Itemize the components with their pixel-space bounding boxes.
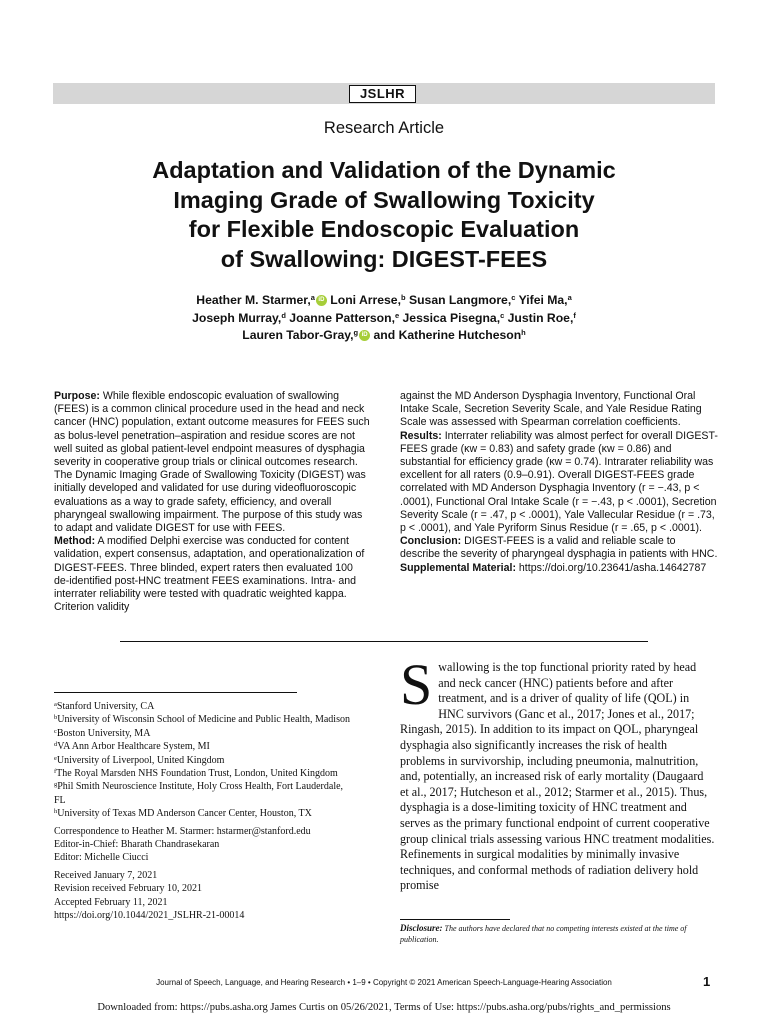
- abstract-conclusion: [400, 535, 718, 561]
- page-footer: Journal of Speech, Language, and Hearing Research • 1–9 • Copyright © 2021 American Speech-Language-Hearing Association: [156, 978, 612, 987]
- affiliation-marker: g: [54, 781, 58, 789]
- abstract-left-column: [54, 390, 370, 614]
- affiliation-marker: f: [573, 310, 576, 320]
- orcid-icon[interactable]: iD: [359, 330, 370, 341]
- affiliation-text: University of Wisconsin School of Medicine and Public Health, Madison: [57, 714, 350, 726]
- affiliation-marker: e: [394, 310, 400, 320]
- affiliation-text: The Royal Marsden NHS Foundation Trust, London, United Kingdom: [56, 768, 338, 780]
- title-line: of Swallowing: DIGEST-FEES: [220, 245, 548, 272]
- affiliation-marker: b: [54, 714, 58, 722]
- affiliation-marker: h: [54, 808, 58, 816]
- affiliation-marker: a: [54, 701, 57, 708]
- correspondence: Correspondence to Heather M. Starmer: hstarmer@stanford.edu: [54, 825, 311, 837]
- author-name: Justin Roe,: [504, 310, 574, 325]
- section-label: Results:: [400, 429, 442, 442]
- received-date: Received January 7, 2021: [54, 869, 158, 881]
- affiliation: [54, 767, 354, 780]
- title-line: for Flexible Endoscopic Evaluation: [188, 216, 580, 242]
- paragraph-text: wallowing is the top functional priority rated by head and neck cancer (HNC) patients before and after treatment, and is a driver of quality of life (QOL) in HNC survivors (Ganc et al., 2017; Jones et al., 2017; Ringash, 2015). In addition to its impact on QOL, pharyngeal dysphagia also significantly increases the risk of health problems in survivorship, including pneumonia, malnutrition, and, potentially, an increased risk of early mortality (Daugaard et al., 2017; Hutcheson et al., 2012; Starmer et al., 2015). Thus, dysphagia is a dose-limiting toxicity of HNC treatment and serves as the primary functional endpoint of current cooperative group clinical trials assessing various HNC treatment modalities. Refinements in surgical modalities by minimally invasive techniques, and conformal methods of radiation delivery hold promise: [400, 660, 715, 893]
- author-name: and Katherine Hutcheson: [370, 328, 522, 342]
- affiliation-marker: d: [54, 741, 58, 749]
- section-text: While flexible endoscopic evaluation of swallowing (FEES) is a common clinical procedure used in the head and neck cancer (HNC) population, extant outcome measures for FEES such as bolus-level penetration–aspiration and residue scores are not well suited as global patient-level endpoint measures of dysphagia severity in cooperative group trials or clinical outcomes research. The Dynamic Imaging Grade of Swallowing Toxicity (DIGEST) was initially developed and validated for use during videofluoroscopic evaluations as a way to grade safety, efficiency, and overall pharyngeal swallowing impairment. The purpose of this study was to adapt and validate DIGEST for use with FEES.: [54, 390, 370, 535]
- article-title: [60, 156, 708, 274]
- page-number: 1: [703, 974, 711, 989]
- footnotes: [54, 700, 354, 923]
- section-label: Method:: [54, 535, 96, 548]
- abstract-purpose: [54, 390, 370, 535]
- journal-logo: JSLHR: [349, 85, 416, 103]
- affiliation-text: University of Liverpool, United Kingdom: [56, 754, 225, 766]
- title-line: Imaging Grade of Swallowing Toxicity: [173, 186, 595, 213]
- author-name: Lauren Tabor-Gray,: [242, 328, 354, 342]
- author-name: Loni Arrese,: [326, 293, 401, 307]
- section-text: DIGEST-FEES is a valid and reliable scale to describe the severity of pharyngeal dysphagia in patients with HNC.: [400, 535, 718, 561]
- orcid-icon[interactable]: iD: [316, 295, 327, 306]
- author-name: Yifei Ma,: [515, 293, 568, 307]
- author-list: [100, 292, 668, 345]
- abstract-method-continued: against the MD Anderson Dysphagia Inventory, Functional Oral Intake Scale, Secretion Severity Scale, and Yale Residue Rating Scale was assessed with Spearman correlation coefficients.: [400, 390, 702, 429]
- affiliation-marker: e: [54, 754, 57, 762]
- affiliation-marker: c: [54, 727, 57, 735]
- affiliation: [54, 740, 354, 753]
- drop-cap: S: [400, 652, 433, 717]
- revision-date: Revision received February 10, 2021: [54, 883, 203, 895]
- affiliation-marker: d: [281, 310, 286, 320]
- affiliation-marker: g: [353, 328, 359, 337]
- affiliation-marker: c: [511, 293, 516, 302]
- author-name: Susan Langmore,: [405, 293, 512, 307]
- author-name: Heather M. Starmer,: [196, 293, 311, 307]
- title-line: Adaptation and Validation of the Dynamic: [152, 157, 616, 183]
- footnote-divider: [54, 692, 297, 693]
- affiliation-text: Boston University, MA: [56, 727, 151, 739]
- doi-link[interactable]: https://doi.org/10.1044/2021_JSLHR-21-00014: [54, 910, 245, 922]
- section-label: Supplemental Material:: [400, 561, 516, 574]
- disclosure: [400, 923, 718, 945]
- section-label: Conclusion:: [400, 535, 462, 548]
- intro-paragraph: [400, 652, 715, 894]
- editor-in-chief: Editor-in-Chief: Bharath Chandrasekaran: [54, 839, 220, 851]
- editor: Editor: Michelle Ciucci: [54, 852, 149, 864]
- disclosure-label: Disclosure:: [400, 923, 443, 933]
- affiliation: [54, 807, 354, 820]
- affiliation-marker: a: [567, 293, 572, 302]
- section-label: Purpose:: [54, 390, 100, 402]
- affiliation: [54, 700, 354, 713]
- affiliation-marker: f: [54, 768, 57, 776]
- affiliation-marker: a: [310, 293, 315, 302]
- abstract-results: [400, 430, 718, 536]
- affiliation-text: Phil Smith Neuroscience Institute, Holy Cross Health, Fort Lauderdale, FL: [54, 781, 344, 806]
- disclosure-divider: [400, 919, 510, 920]
- affiliation-text: Stanford University, CA: [56, 701, 155, 712]
- affiliation: [54, 780, 354, 807]
- affiliation-marker: b: [400, 293, 406, 302]
- article-type: Research Article: [323, 119, 445, 137]
- download-notice: Downloaded from: https://pubs.asha.org James Curtis on 05/26/2021, Terms of Use: https://pubs.asha.org/pubs/rights_and_permissions: [97, 1002, 671, 1013]
- abstract-method: [54, 535, 370, 614]
- accepted-date: Accepted February 11, 2021: [54, 896, 168, 908]
- affiliation-marker: c: [500, 310, 505, 320]
- affiliation: [54, 713, 354, 726]
- abstract-right-column: [400, 390, 718, 575]
- body-text: [400, 652, 715, 894]
- disclosure-text: The authors have declared that no competing interests existed at the time of publication.: [400, 924, 687, 944]
- divider: [120, 641, 648, 642]
- affiliation-text: VA Ann Arbor Healthcare System, MI: [57, 741, 210, 753]
- affiliation: [54, 754, 354, 767]
- section-text: Interrater reliability was almost perfect for overall DIGEST-FEES grade (κw = 0.83) and safety grade (κw = 0.86) and substantial for efficiency grade (κw = 0.74). Intrarater reliability was excellent for all raters (0.9–0.91). Overall DIGEST-FEES grade correlated with MD Anderson Dysphagia Inventory (r = −.43, p < .0001), Functional Oral Intake Scale (r = −.43, p < .0001), Secretion Severity Scale (r = .47, p < .0001), Yale Vallecular Residue (r = .73, p < .0001), and Yale Pyriform Sinus Residue (r = .65, p < .0001).: [400, 429, 718, 535]
- abstract-supplemental: [400, 562, 718, 575]
- affiliation: [54, 727, 354, 740]
- supplemental-link[interactable]: https://doi.org/10.23641/asha.14642787: [515, 561, 707, 574]
- author-name: Jessica Pisegna,: [399, 310, 501, 325]
- affiliation-text: University of Texas MD Anderson Cancer Center, Houston, TX: [57, 808, 312, 820]
- section-text: A modified Delphi exercise was conducted for content validation, expert consensus, adaptation, and operationalization of DIGEST-FEES. Three blinded, expert raters then evaluated 100 de-identified post-HNC treatment FEES examinations. Intra- and interrater reliability were tested with quadratic weighted kappa. Criterion validity: [54, 535, 365, 614]
- author-name: Joanne Patterson,: [285, 310, 395, 325]
- affiliation-marker: h: [521, 328, 526, 337]
- author-name: Joseph Murray,: [192, 310, 282, 325]
